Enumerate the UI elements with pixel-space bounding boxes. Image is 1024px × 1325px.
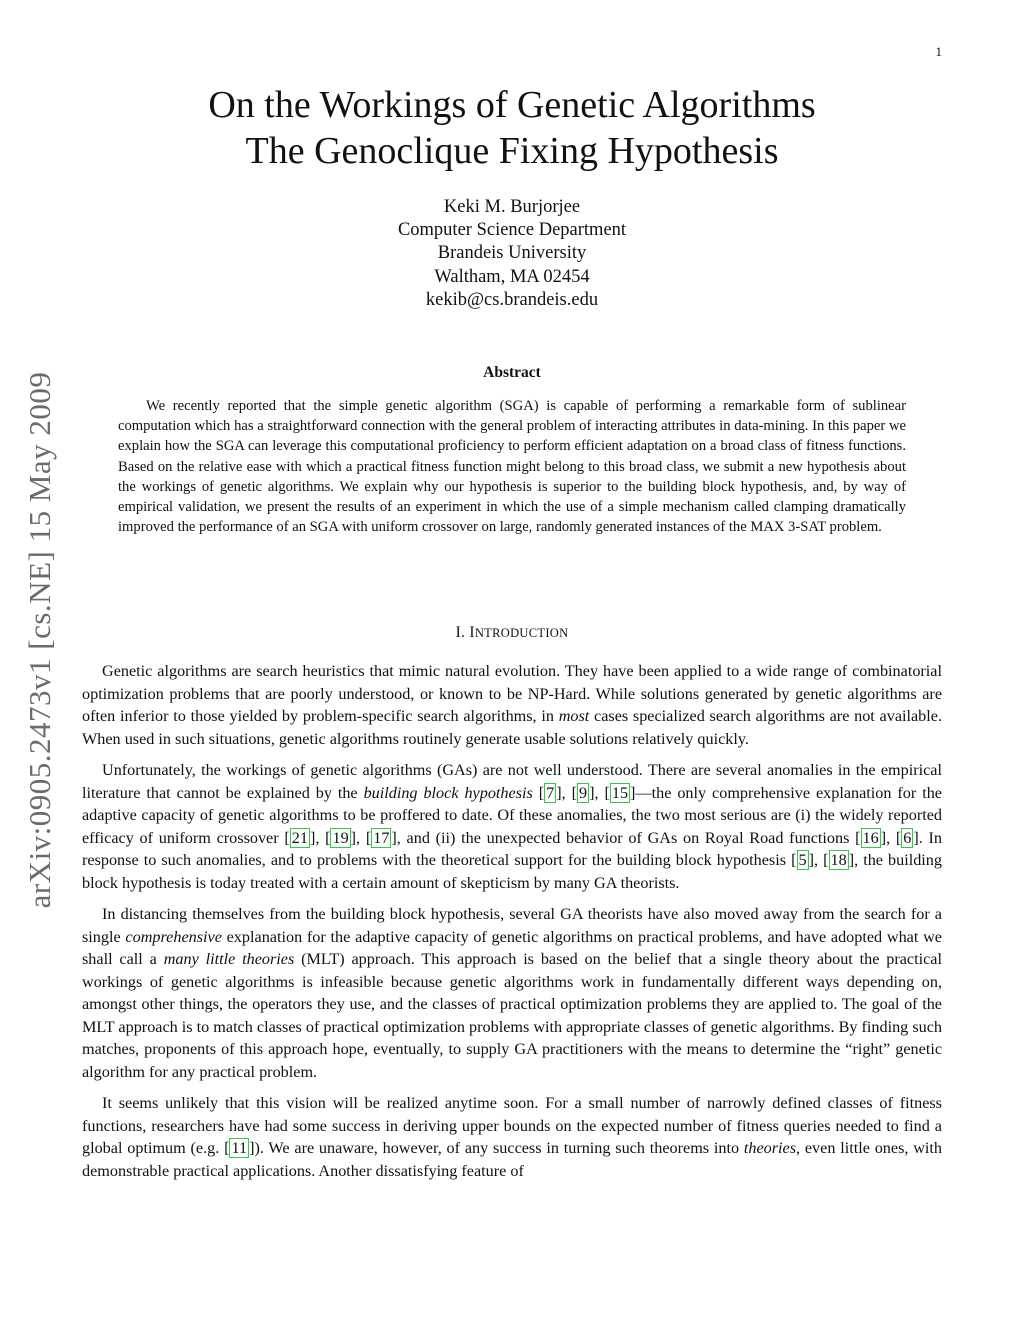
- author-email[interactable]: kekib@cs.brandeis.edu: [425, 289, 599, 310]
- paragraph-3: [82, 903, 942, 1083]
- text-span: ]. In response to such anomalies, and to problems with the theoretical support for the building block hypothesis [: [82, 828, 942, 869]
- text-span: ], [: [589, 783, 610, 802]
- paper-title: [0, 82, 1024, 174]
- paragraph-2: [82, 759, 942, 894]
- citation-link[interactable]: 11: [231, 1139, 248, 1157]
- emphasis: most: [558, 707, 590, 725]
- text-span: ], [: [309, 828, 331, 847]
- text-span: explanation for the adaptive capacity of genetic algorithms on practical problems, and have adopted what we shall call a: [82, 927, 942, 968]
- text-span: ], [: [556, 783, 577, 802]
- citation-link[interactable]: 6: [903, 828, 912, 847]
- text-span: In distancing themselves from the building block hypothesis, several GA theorists have also moved away from the search for a single: [82, 905, 942, 946]
- title-line-2: The Genoclique Fixing Hypothesis: [245, 130, 779, 172]
- text-span: ], the building block hypothesis is today treated with a certain amount of skepticism by many GA theorists.: [82, 851, 942, 892]
- arxiv-stamp: arXiv:0905.2473v1 [cs.NE] 15 May 2009: [22, 371, 57, 909]
- emphasis: building block hypothesis: [363, 783, 533, 802]
- abstract-heading: Abstract: [483, 364, 541, 381]
- paragraph-4: [82, 1092, 942, 1182]
- text-span: cases specialized search algorithms are not available. When used in such situations, genetic algorithms routinely generate usable solutions relatively quickly.: [82, 707, 943, 748]
- section-number: I.: [455, 624, 466, 641]
- text-span: Genetic algorithms are search heuristics that mimic natural evolution. They have been applied to a wide range of combinatorial optimization problems that are poorly understood, or known to be NP-Hard. While solutions generated by genetic algorithms are often inferior to those yielded by problem-specific search algorithms, in: [82, 662, 942, 725]
- section-title-smallcaps: NTRODUCTION: [474, 626, 569, 640]
- section-heading: [0, 624, 1024, 642]
- text-span: ], [: [808, 851, 829, 869]
- text-span: ]). We are unaware, however, of any success in turning such theorems into: [249, 1139, 744, 1157]
- text-span: [: [532, 783, 545, 802]
- author-block: [0, 196, 1024, 312]
- author-university: Brandeis University: [437, 243, 587, 264]
- title-line-1: On the Workings of Genetic Algorithms: [208, 84, 816, 126]
- body-text: [82, 660, 942, 1191]
- emphasis: theories: [743, 1139, 797, 1157]
- text-span: ], [: [880, 828, 902, 847]
- text-span: Unfortunately, the workings of genetic algorithms (GAs) are not well understood. There are several anomalies in the empirical literature that cannot be explained by the: [82, 761, 942, 802]
- citation-link[interactable]: 15: [611, 783, 629, 802]
- citation-link[interactable]: 17: [373, 828, 390, 847]
- text-span: ], and (ii) the unexpected behavior of GAs on Royal Road functions [: [391, 828, 861, 847]
- emphasis: many little theories: [163, 950, 295, 968]
- text-span: (MLT) approach. This approach is based on the belief that a single theory about the practical workings of genetic algorithms is infeasible because genetic algorithms work in fundamentally different ways depending on, amongst other things, the operators they use, and the classes of practical optimization problems they are applied to. The goal of the MLT approach is to match classes of practical optimization problems with appropriate classes of genetic algorithms. By finding such matches, proponents of this approach hope, eventually, to supply GA practitioners with the means to determine the “right” genetic algorithm for any practical problem.: [82, 950, 942, 1081]
- author-address: Waltham, MA 02454: [434, 266, 590, 287]
- citation-link[interactable]: 9: [578, 783, 588, 802]
- paragraph-1: [82, 660, 942, 750]
- citation-link[interactable]: 21: [291, 828, 308, 847]
- abstract-text: We recently reported that the simple genetic algorithm (SGA) is capable of performing a remarkable form of sublinear computation which has a straightforward connection with the general problem of interacting attributes in data-mining. In this paper we explain how the SGA can leverage this computational proficiency to perform efficient adaptation on a broad class of fitness functions. Based on the relative ease with which a practical fitness function might belong to this broad class, we submit a new hypothesis about the workings of genetic algorithms. We explain why our hypothesis is superior to the building block hypothesis, and, by way of empirical validation, we present the results of an experiment in which the use of a simple mechanism called clamping dramatically improved the performance of an SGA with uniform crossover on large, randomly generated instances of the MAX 3-SAT problem.: [118, 398, 906, 536]
- emphasis: comprehensive: [125, 927, 222, 946]
- page-number: 1: [935, 44, 942, 59]
- citation-link[interactable]: 7: [546, 783, 555, 802]
- citation-link[interactable]: 5: [798, 851, 807, 869]
- citation-link[interactable]: 16: [862, 828, 879, 847]
- text-span: ]—the only comprehensive explanation for the adaptive capacity of genetic algorithms to be proffered to date. Of these anomalies, the two most serious are (i) the widely reported efficacy of uniform crossover [: [82, 783, 942, 847]
- text-span: , even little ones, with demonstrable practical applications. Another dissatisfying feature of: [82, 1139, 943, 1180]
- section-title: [469, 624, 568, 641]
- section-title-initial: I: [469, 624, 475, 641]
- citation-link[interactable]: 18: [830, 851, 847, 869]
- citation-link[interactable]: 19: [332, 828, 349, 847]
- text-span: ], [: [350, 828, 372, 847]
- author-name: Keki M. Burjorjee: [443, 197, 581, 217]
- text-span: It seems unlikely that this vision will be realized anytime soon. For a small number of narrowly defined classes of fitness functions, researchers have had some success in deriving upper bounds on the expected number of fitness queries needed to find a global optimum (e.g. [: [82, 1094, 942, 1157]
- author-department: Computer Science Department: [397, 220, 627, 241]
